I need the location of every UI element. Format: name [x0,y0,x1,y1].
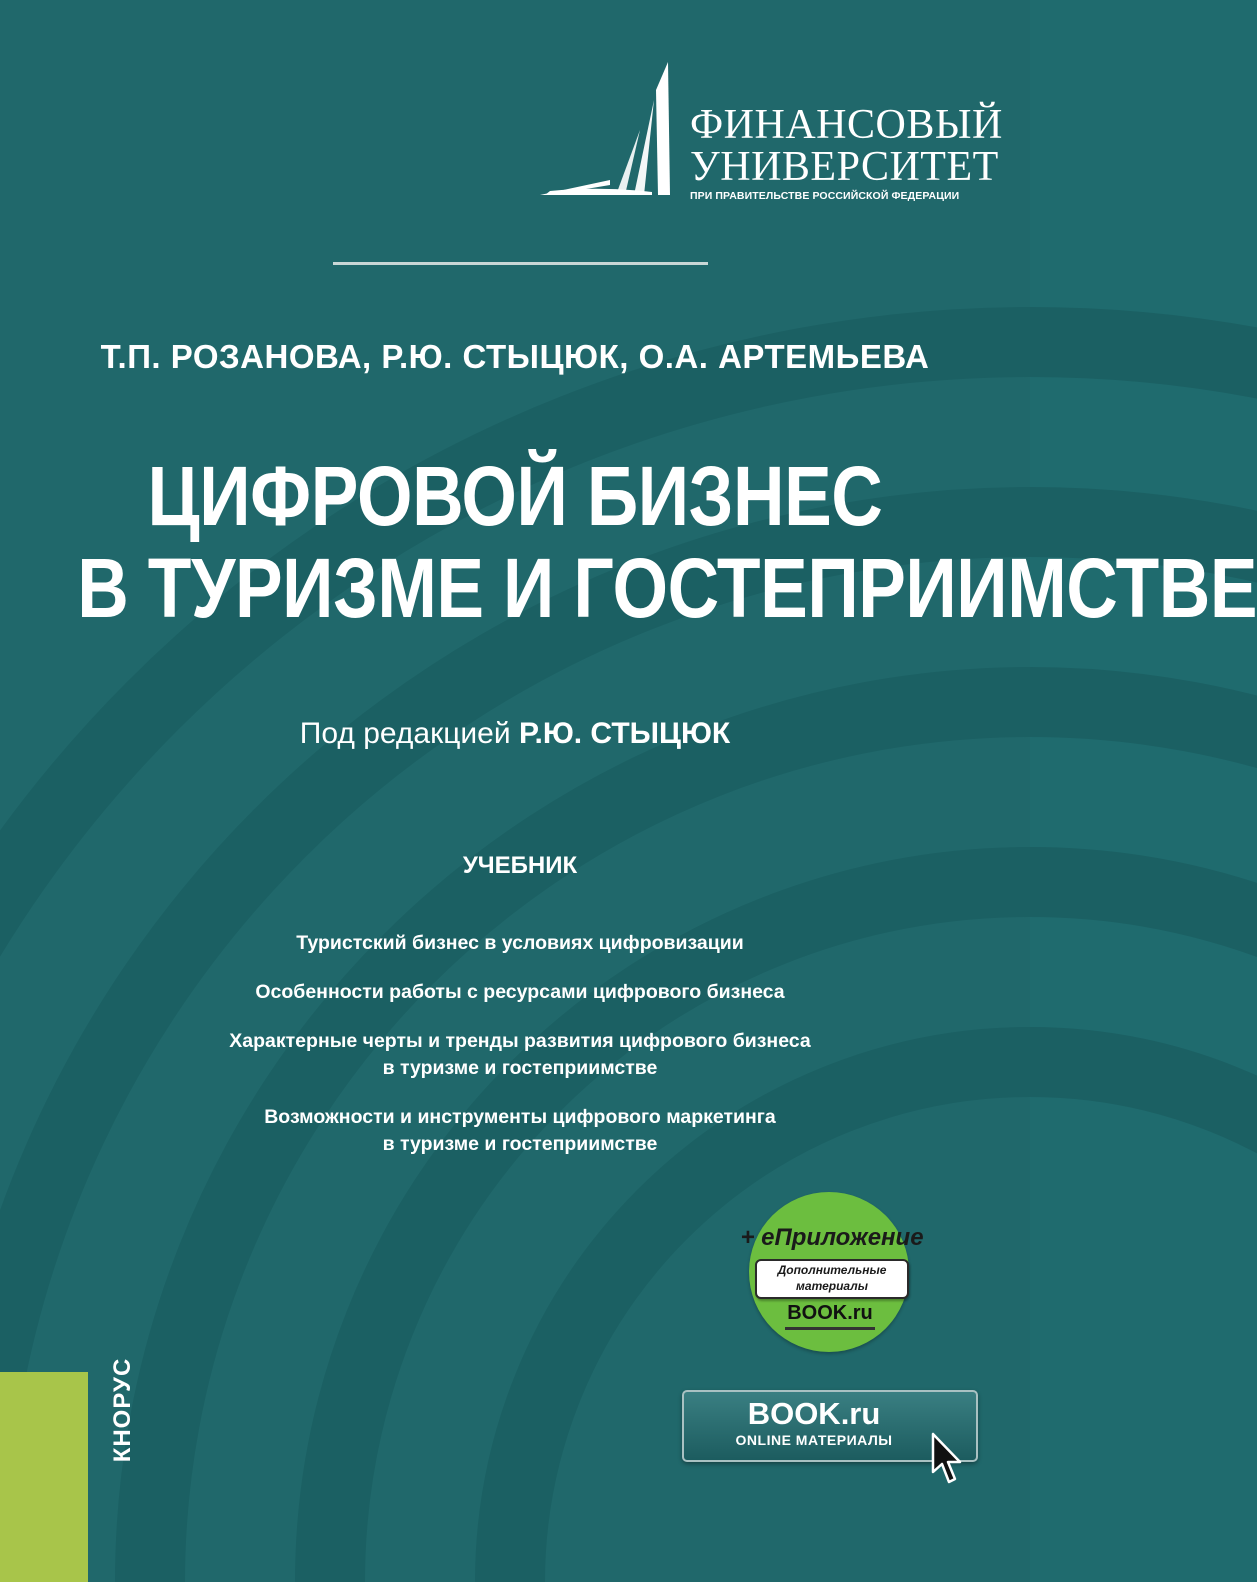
topic-item [0,1104,1040,1158]
topic-line: в туризме и гостеприимстве [382,1057,658,1079]
online-button-subtitle: ONLINE МАТЕРИАЛЫ [735,1432,893,1448]
topic-line: Туристский бизнес в условиях цифровизации [296,932,744,954]
badge-title: + еПриложение [740,1224,924,1251]
university-subtitle: ПРИ ПРАВИТЕЛЬСТВЕ РОССИЙСКОЙ ФЕДЕРАЦИИ [690,190,960,202]
online-button-title: BOOK.ru [747,1396,881,1431]
document-type: УЧЕБНИК [462,852,578,879]
topic-line: в туризме и гостеприимстве [382,1133,658,1155]
topic-line: Характерные черты и тренды развития цифрового бизнеса [229,1030,811,1052]
topics-list [0,930,1040,1180]
topic-line: Особенности работы с ресурсами цифрового бизнеса [255,981,785,1003]
university-name-line2: УНИВЕРСИТЕТ [690,144,999,190]
editor-credit [0,717,1030,751]
topic-item [0,979,1040,1006]
publisher-color-bar [0,1372,88,1582]
badge-brand: BOOK.ru [787,1302,873,1324]
publisher-label: КНОРУС [109,1357,136,1463]
editor-name: Р.Ю. СТЫЦЮК [518,717,731,750]
cursor-arrow-icon [930,1432,964,1488]
book-title-line2: В ТУРИЗМЕ И ГОСТЕПРИИМСТВЕ [77,541,1257,635]
badge-pill-line1: Дополнительные [777,1263,887,1277]
university-logo [540,60,1003,210]
divider [333,262,708,265]
authors: Т.П. РОЗАНОВА, Р.Ю. СТЫЦЮК, О.А. АРТЕМЬЕВА [100,338,930,375]
topic-item [0,930,1040,957]
book-title [77,449,1257,635]
editor-prefix: Под редакцией [299,717,511,750]
eapp-badge [727,1192,937,1357]
badge-materials-label [755,1259,909,1299]
university-name-line1: ФИНАНСОВЫЙ [690,102,1003,148]
badge-pill-line2: материалы [796,1279,868,1293]
badge-underline [785,1327,875,1330]
university-logo-icon [540,60,680,202]
book-title-line1: ЦИФРОВОЙ БИЗНЕС [147,449,883,543]
topic-item [0,1028,1040,1082]
publisher-name [108,1350,138,1470]
topic-line: Возможности и инструменты цифрового маркетинга [264,1106,776,1128]
